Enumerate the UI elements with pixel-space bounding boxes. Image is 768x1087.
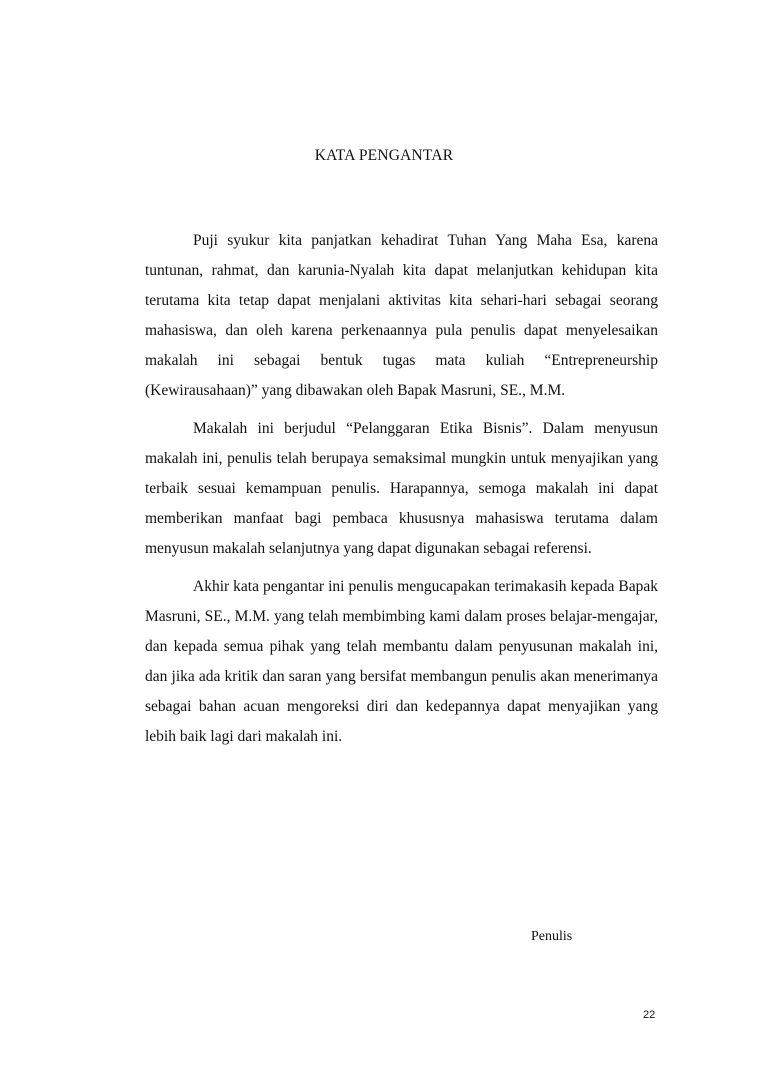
paragraph-3: Akhir kata pengantar ini penulis mengucapakan terimakasih kepada Bapak Masruni, SE., M.M. yang telah membimbing kami dalam proses belajar-mengajar, dan kepada semua pihak yang telah membantu dalam penyusunan makalah ini, dan jika ada kritik dan saran yang bersifat membangun penulis akan menerimanya sebagai bahan acuan mengoreksi diri dan kedepannya dapat menyajikan yang lebih baik lagi dari makalah ini. — [145, 578, 658, 745]
page-number: 22 — [643, 1009, 656, 1021]
page-title: KATA PENGANTAR — [314, 147, 454, 164]
body-text — [145, 226, 658, 752]
paragraph-1: Puji syukur kita panjatkan kehadirat Tuhan Yang Maha Esa, karena tuntunan, rahmat, dan karunia-Nyalah kita dapat melanjutkan kehidupan kita terutama kita tetap dapat menjalani aktivitas kita sehari-hari sebagai seorang mahasiswa, dan oleh karena perkenaannya pula penulis dapat menyelesaikan makalah ini sebagai bentuk tugas mata kuliah “Entrepreneurship (Kewirausahaan)” yang dibawakan oleh Bapak Masruni, SE., M.M. — [145, 232, 658, 399]
paragraph-2: Makalah ini berjudul “Pelanggaran Etika Bisnis”. Dalam menyusun makalah ini, penulis telah berupaya semaksimal mungkin untuk menyajikan yang terbaik sesuai kemampuan penulis. Harapannya, semoga makalah ini dapat memberikan manfaat bagi pembaca khususnya mahasiswa terutama dalam menyusun makalah selanjutnya yang dapat digunakan sebagai referensi. — [145, 420, 658, 557]
signature: Penulis — [531, 929, 573, 944]
